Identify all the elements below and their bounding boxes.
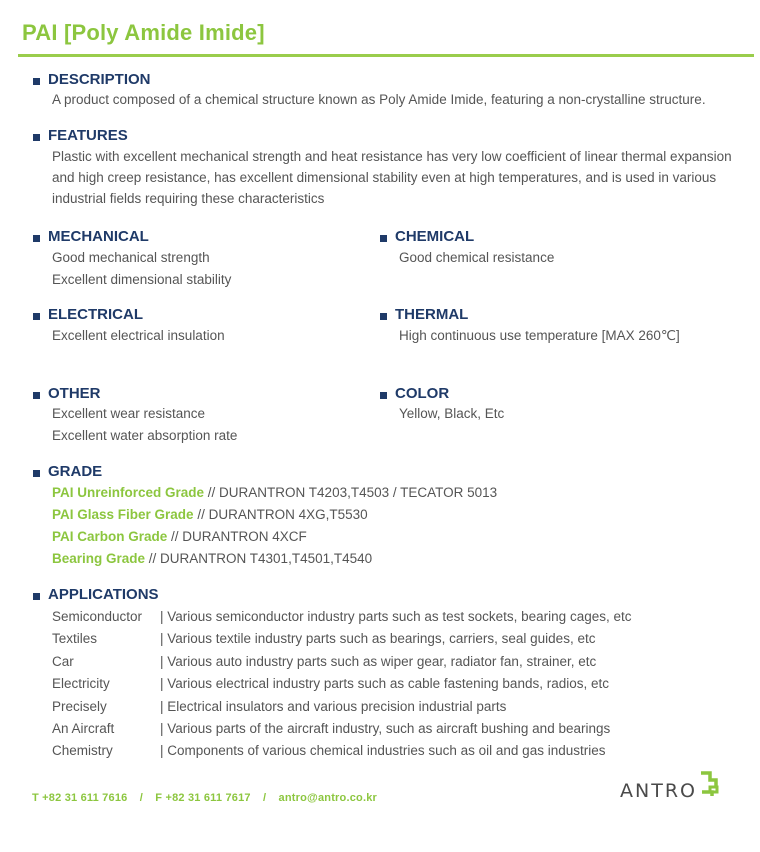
logo-text: ANTRO	[620, 780, 697, 802]
grade-heading-text: GRADE	[48, 462, 103, 480]
page-title: PAI [Poly Amide Imide]	[22, 20, 265, 45]
chemical-section	[377, 227, 554, 269]
footer-phone: T +82 31 611 7616	[32, 792, 128, 804]
application-desc: | Various parts of the aircraft industry, such as aircraft bushing and bearings	[160, 721, 611, 737]
grade-detail: // DURANTRON T4301,T4501,T4540	[145, 551, 373, 566]
color-heading	[377, 384, 504, 402]
grade-detail: // DURANTRON 4XCF	[167, 529, 307, 544]
bullet-square-icon	[380, 313, 387, 320]
application-name: Chemistry	[52, 743, 113, 759]
antro-logo	[620, 770, 720, 802]
features-section	[30, 126, 742, 209]
antro-mark-icon	[698, 770, 720, 798]
grade-name: Bearing Grade	[52, 551, 146, 566]
bullet-square-icon	[33, 235, 40, 242]
grade-item	[52, 548, 497, 570]
features-text: Plastic with excellent mechanical strength and heat resistance has very low coefficient of linear thermal expansion and high creep resistance, has excellent dimensional stability even at high temperatures, and is used in various industrial fields requiring these characteristics	[52, 149, 732, 206]
application-row	[52, 696, 631, 718]
other-line: Excellent wear resistance	[52, 406, 206, 421]
electrical-heading-text: ELECTRICAL	[48, 305, 143, 323]
application-row	[52, 606, 631, 628]
color-line: Yellow, Black, Etc	[399, 406, 505, 421]
footer-fax: F +82 31 611 7617	[155, 792, 251, 804]
mechanical-heading	[30, 227, 231, 245]
application-row	[52, 718, 631, 740]
thermal-heading-text: THERMAL	[395, 305, 469, 323]
application-name: Semiconductor	[52, 609, 143, 624]
bullet-square-icon	[33, 470, 40, 477]
footer-separator: /	[139, 792, 143, 804]
mechanical-section	[30, 227, 231, 291]
thermal-heading	[377, 305, 680, 323]
application-desc: | Components of various chemical industries such as oil and gas industries	[160, 743, 606, 759]
application-desc: | Various auto industry parts such as wiper gear, radiator fan, strainer, etc	[160, 653, 597, 669]
bullet-square-icon	[33, 313, 40, 320]
application-name: An Aircraft	[52, 721, 115, 737]
title-divider	[18, 54, 754, 57]
color-heading-text: COLOR	[395, 384, 450, 402]
applications-heading-text: APPLICATIONS	[48, 585, 159, 603]
grade-item	[52, 504, 497, 526]
grade-name: PAI Glass Fiber Grade	[52, 507, 194, 522]
bullet-square-icon	[33, 134, 40, 141]
application-desc: | Various semiconductor industry parts such as test sockets, bearing cages, etc	[160, 609, 632, 624]
grade-item	[52, 482, 497, 504]
other-section	[30, 384, 237, 447]
grade-section	[30, 462, 497, 570]
mechanical-line: Excellent dimensional stability	[52, 272, 232, 287]
application-row	[52, 740, 631, 762]
other-heading	[30, 384, 237, 402]
color-section	[377, 384, 504, 425]
application-row	[52, 651, 631, 673]
other-line: Excellent water absorption rate	[52, 428, 238, 443]
applications-heading	[30, 585, 631, 603]
features-heading	[30, 126, 742, 144]
bullet-square-icon	[380, 392, 387, 399]
description-section	[30, 70, 706, 111]
chemical-heading	[377, 227, 554, 245]
description-heading-text: DESCRIPTION	[48, 70, 151, 88]
features-heading-text: FEATURES	[48, 126, 128, 144]
description-heading	[30, 70, 706, 88]
bullet-square-icon	[33, 78, 40, 85]
application-name: Precisely	[52, 698, 107, 714]
application-desc: | Various textile industry parts such as bearings, carriers, seal guides, etc	[160, 631, 596, 647]
application-name: Car	[52, 653, 74, 669]
footer-email[interactable]: antro@antro.co.kr	[278, 792, 378, 804]
electrical-section	[30, 305, 225, 347]
electrical-heading	[30, 305, 225, 323]
application-name: Electricity	[52, 676, 110, 692]
application-row	[52, 628, 631, 650]
other-heading-text: OTHER	[48, 384, 101, 402]
thermal-line: High continuous use temperature [MAX 260℃]	[399, 328, 680, 343]
bullet-square-icon	[33, 593, 40, 600]
chemical-heading-text: CHEMICAL	[395, 227, 475, 245]
grade-detail: // DURANTRON 4XG,T5530	[193, 507, 368, 522]
application-row	[52, 673, 631, 695]
applications-section	[30, 585, 631, 763]
electrical-line: Excellent electrical insulation	[52, 328, 225, 343]
grade-item	[52, 526, 497, 548]
application-desc: | Various electrical industry parts such as cable fastening bands, radios, etc	[160, 676, 609, 692]
bullet-square-icon	[380, 235, 387, 242]
mechanical-line: Good mechanical strength	[52, 250, 210, 265]
grade-name: PAI Unreinforced Grade	[52, 485, 205, 500]
grade-detail: // DURANTRON T4203,T4503 / TECATOR 5013	[204, 485, 498, 500]
footer-contact	[32, 792, 377, 804]
mechanical-heading-text: MECHANICAL	[48, 227, 149, 245]
application-name: Textiles	[52, 631, 98, 647]
footer-separator: /	[263, 792, 267, 804]
chemical-line: Good chemical resistance	[399, 250, 555, 265]
bullet-square-icon	[33, 392, 40, 399]
description-text: A product composed of a chemical structure known as Poly Amide Imide, featuring a non-crystalline structure.	[52, 92, 706, 107]
thermal-section	[377, 305, 680, 347]
grade-name: PAI Carbon Grade	[52, 529, 168, 544]
grade-heading	[30, 462, 497, 480]
application-desc: | Electrical insulators and various precision industrial parts	[160, 698, 507, 714]
